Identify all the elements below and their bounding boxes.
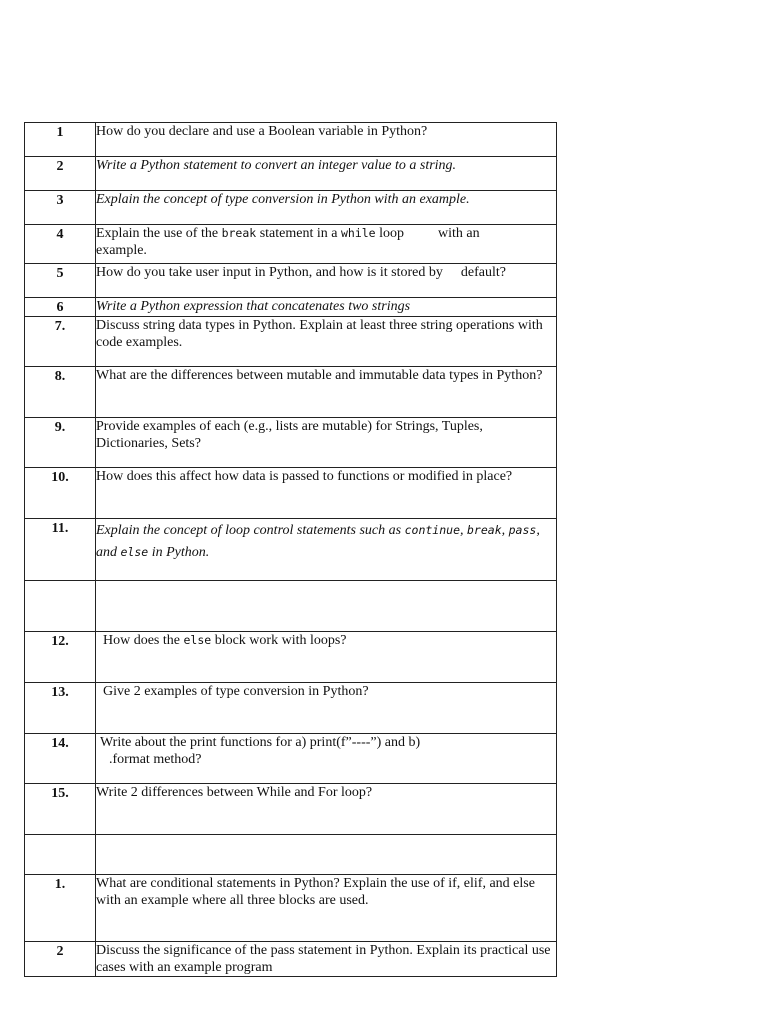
question-text-part: in Python. — [148, 544, 210, 560]
table-row — [25, 875, 557, 942]
question-text: What are conditional statements in Python? Explain the use of if, elif, and else with an example where all three blocks are used. — [96, 875, 557, 942]
question-number: 9. — [25, 418, 96, 468]
question-text: Discuss the significance of the pass statement in Python. Explain its practical use cases with an example program — [96, 942, 557, 977]
question-number: 13. — [25, 683, 96, 734]
question-text-part: How does the — [103, 633, 184, 648]
code-keyword: break — [467, 523, 502, 537]
table-row — [25, 264, 557, 298]
question-text — [96, 632, 557, 683]
question-text-part: default? — [460, 265, 506, 280]
code-keyword: continue — [404, 523, 460, 537]
code-keyword: break — [221, 226, 257, 240]
table-row — [25, 225, 557, 264]
question-text-part: and — [96, 544, 121, 560]
question-text: Write a Python expression that concatenates two strings — [96, 298, 557, 317]
question-number — [25, 581, 96, 632]
question-text — [96, 519, 557, 581]
table-row — [25, 317, 557, 367]
question-number: 14. — [25, 734, 96, 784]
question-text: How do you declare and use a Boolean variable in Python? — [96, 123, 557, 157]
table-row — [25, 298, 557, 317]
question-text-part: , — [536, 523, 540, 538]
table-row — [25, 683, 557, 734]
table-row-blank — [25, 581, 557, 632]
table-row — [25, 123, 557, 157]
question-text: Write a Python statement to convert an integer value to a string. — [96, 157, 557, 191]
question-text: Explain the concept of type conversion in Python with an example. — [96, 191, 557, 225]
question-text-part: Explain the use of the — [96, 226, 222, 241]
table-row — [25, 784, 557, 835]
question-text: Give 2 examples of type conversion in Python? — [96, 683, 557, 734]
question-text: How does this affect how data is passed to functions or modified in place? — [96, 468, 557, 519]
question-number — [25, 835, 96, 875]
question-text — [96, 225, 557, 264]
question-number: 2 — [25, 157, 96, 191]
question-text — [96, 734, 557, 784]
question-text-part: example. — [96, 242, 147, 258]
question-text: Provide examples of each (e.g., lists are mutable) for Strings, Tuples, Dictionaries, Sets? — [96, 418, 557, 468]
question-text-part: with an — [437, 226, 480, 241]
question-number: 10. — [25, 468, 96, 519]
code-keyword: else — [120, 544, 149, 559]
question-number: 3 — [25, 191, 96, 225]
table-row — [25, 468, 557, 519]
question-number: 1 — [25, 123, 96, 157]
question-text: Write 2 differences between While and For loop? — [96, 784, 557, 835]
question-text-part: , — [460, 523, 467, 538]
question-number: 4 — [25, 225, 96, 264]
question-number: 7. — [25, 317, 96, 367]
code-keyword: while — [340, 226, 376, 240]
question-text-part: How do you take user input in Python, and how is it stored by — [96, 265, 443, 280]
question-number: 8. — [25, 367, 96, 418]
table-row — [25, 734, 557, 784]
question-number: 11. — [25, 519, 96, 581]
question-text: What are the differences between mutable and immutable data types in Python? — [96, 367, 557, 418]
question-text-part: block work with loops? — [211, 633, 347, 648]
question-text-part: Write about the print functions for a) print(f”----”) and b) — [100, 735, 421, 750]
code-keyword: else — [183, 633, 212, 647]
question-number: 6 — [25, 298, 96, 317]
table-row — [25, 191, 557, 225]
question-number: 12. — [25, 632, 96, 683]
table-row-blank — [25, 835, 557, 875]
question-text-part: .format method? — [109, 751, 202, 767]
table-row — [25, 942, 557, 977]
question-table — [24, 122, 557, 977]
question-text-part: loop — [375, 226, 404, 241]
question-number: 2 — [25, 942, 96, 977]
question-text — [96, 835, 557, 875]
code-keyword: pass — [508, 523, 537, 537]
question-text: Discuss string data types in Python. Explain at least three string operations with code examples. — [96, 317, 557, 367]
table-row — [25, 157, 557, 191]
table-row — [25, 418, 557, 468]
question-text — [96, 581, 557, 632]
question-number: 1. — [25, 875, 96, 942]
question-number: 15. — [25, 784, 96, 835]
table-row — [25, 367, 557, 418]
question-number: 5 — [25, 264, 96, 298]
table-row — [25, 632, 557, 683]
question-text-part: statement in a — [256, 226, 341, 241]
table-row — [25, 519, 557, 581]
question-text — [96, 264, 557, 298]
question-text-part: , — [501, 523, 509, 538]
question-text-part: Explain the concept of loop control statements such as — [96, 523, 405, 538]
